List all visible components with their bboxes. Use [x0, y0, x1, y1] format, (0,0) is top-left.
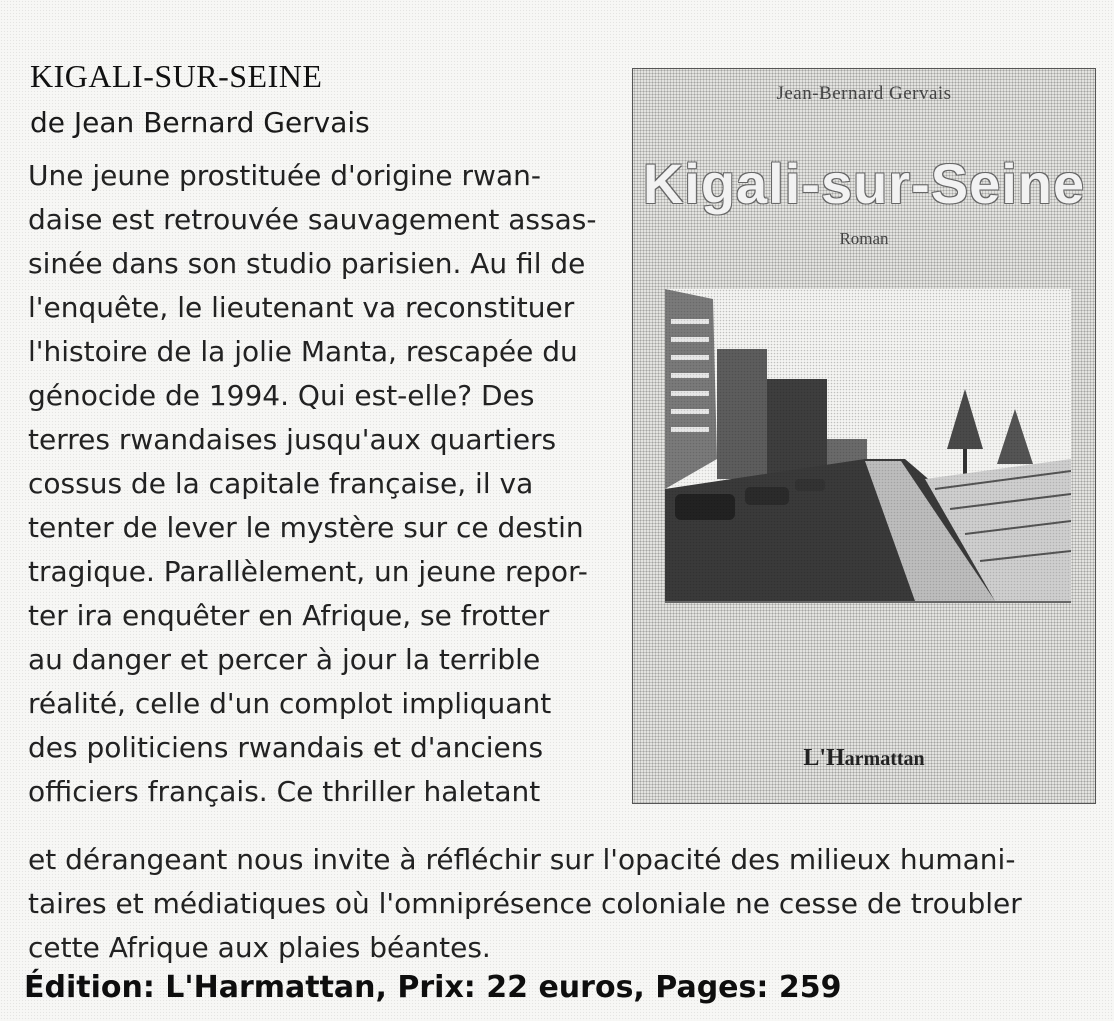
- publisher-rest: armattan: [844, 748, 925, 770]
- body-line: réalité, celle d'un complot impliquant: [28, 687, 552, 720]
- body-line: Une jeune prostituée d'origine rwan-: [28, 159, 541, 192]
- body-line: cette Afrique aux plaies béantes.: [28, 931, 491, 964]
- body-line: des politiciens rwandais et d'anciens: [28, 731, 544, 764]
- body-line: tragique. Parallèlement, un jeune repor-: [28, 555, 588, 588]
- cover-genre: Roman: [839, 229, 889, 248]
- body-line: officiers français. Ce thriller haletant: [28, 775, 541, 808]
- body-line: cossus de la capitale française, il va: [28, 467, 534, 500]
- review-author: de Jean Bernard Gervais: [30, 106, 370, 139]
- review-body-narrow: [28, 154, 628, 814]
- body-line: l'histoire de la jolie Manta, rescapée du: [28, 335, 578, 368]
- body-line: l'enquête, le lieutenant va reconstituer: [28, 291, 575, 324]
- edition-value: L'Harmattan,: [165, 970, 387, 1005]
- cover-street-photo: [665, 289, 1071, 603]
- cover-title: Kigali-sur-Seine: [642, 152, 1086, 215]
- body-line: sinée dans son studio parisien. Au fil de: [28, 247, 586, 280]
- street-scene-illustration: [665, 289, 1071, 601]
- body-line: tenter de lever le mystère sur ce destin: [28, 511, 584, 544]
- body-line: terres rwandaises jusqu'aux quartiers: [28, 423, 557, 456]
- price-label: Prix:: [397, 970, 476, 1005]
- body-line: et dérangeant nous invite à réfléchir sur l'opacité des milieux humani-: [28, 843, 1016, 876]
- publication-details: [24, 970, 841, 1005]
- cover-author: Jean-Bernard Gervais: [776, 83, 952, 104]
- edition-label: Édition:: [24, 970, 155, 1005]
- body-line: ter ira enquêter en Afrique, se frotter: [28, 599, 550, 632]
- body-line: au danger et percer à jour la terrible: [28, 643, 541, 676]
- body-line: taires et médiatiques où l'omniprésence coloniale ne cesse de troubler: [28, 887, 1022, 920]
- body-line: daise est retrouvée sauvagement assas-: [28, 203, 597, 236]
- pages-label: Pages:: [655, 970, 769, 1005]
- review-title: KIGALI-SUR-SEINE: [30, 58, 323, 94]
- pages-value: 259: [778, 970, 842, 1005]
- review-body-full: [28, 838, 1098, 970]
- cover-publisher-logo: [633, 745, 1095, 772]
- body-line: génocide de 1994. Qui est-elle? Des: [28, 379, 535, 412]
- book-cover-image: [632, 68, 1096, 804]
- price-value: 22 euros,: [486, 970, 645, 1005]
- publisher-initial: L'H: [803, 745, 845, 771]
